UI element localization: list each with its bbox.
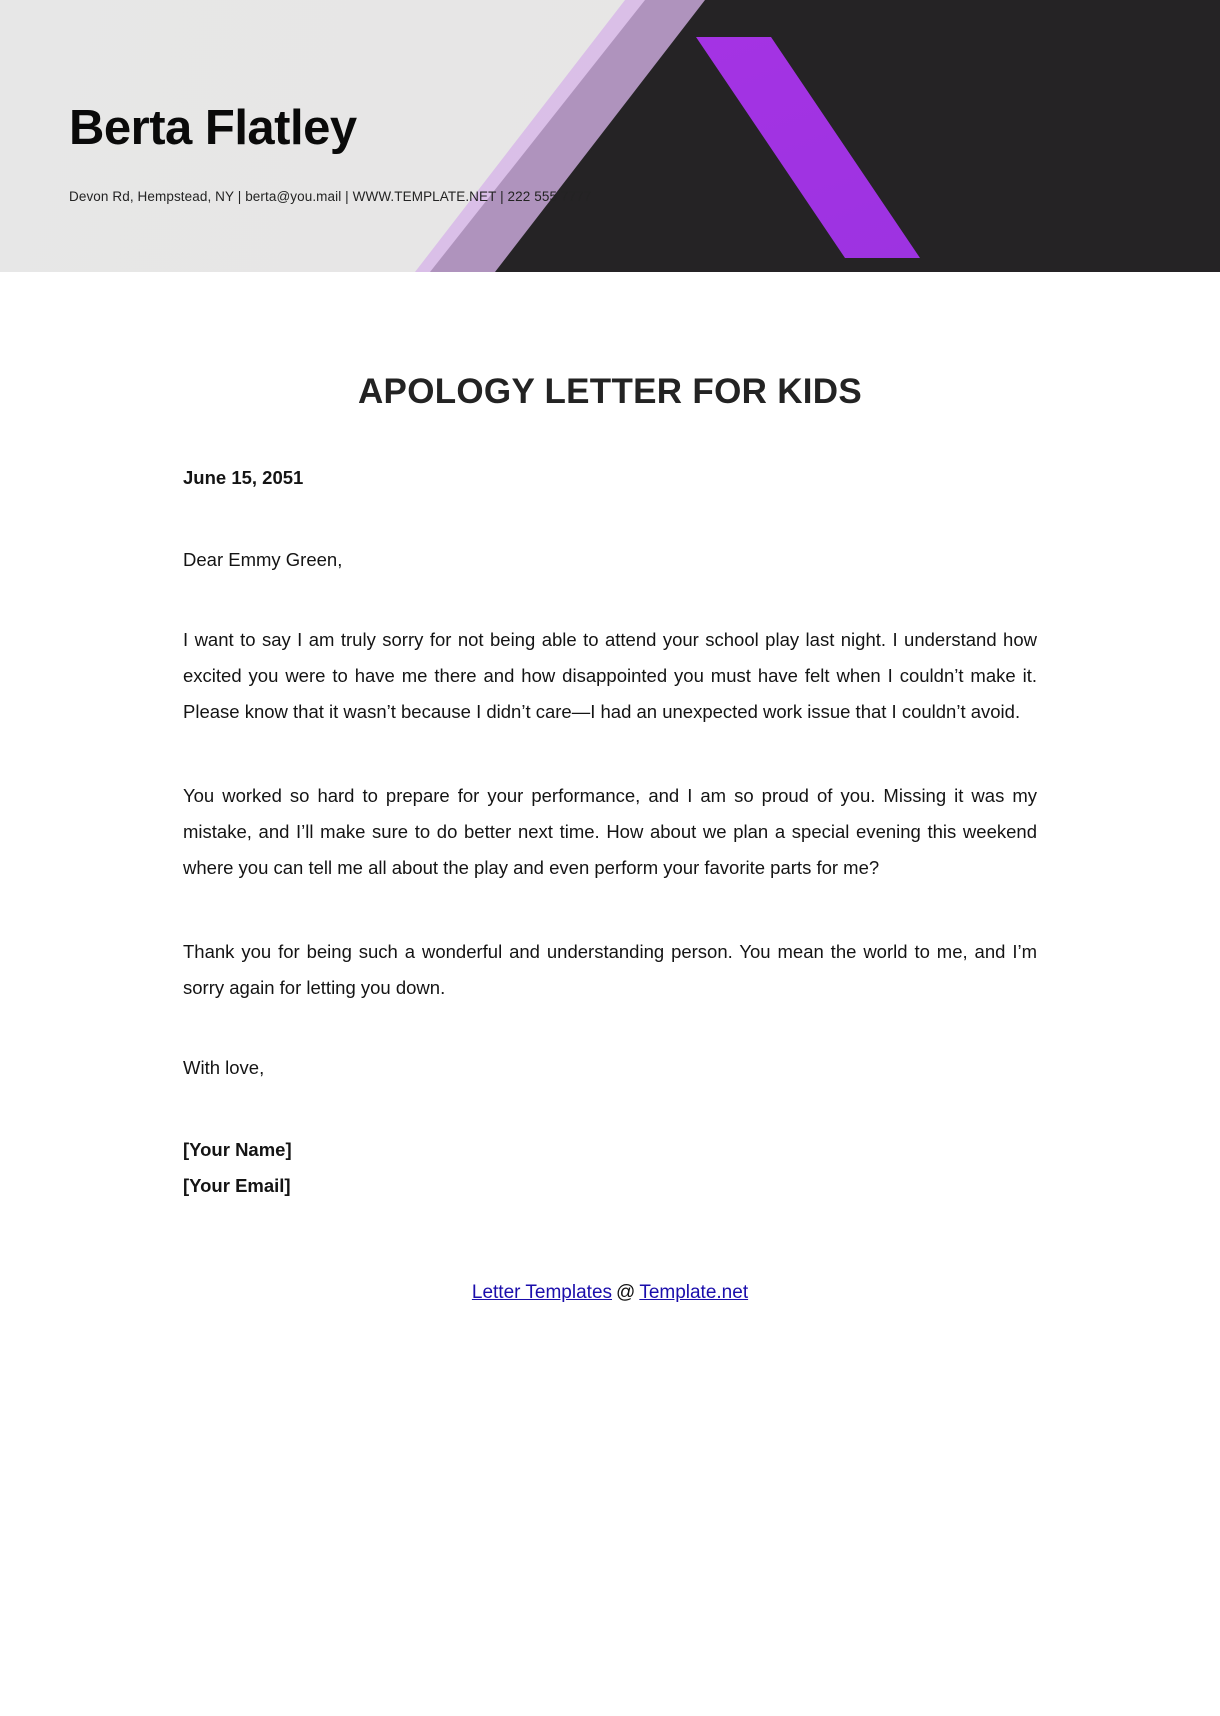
signature-name: [Your Name] bbox=[183, 1138, 292, 1160]
footer-attribution bbox=[0, 1204, 1220, 1304]
letterhead-banner bbox=[0, 0, 1220, 272]
letter-closing: With love, bbox=[183, 1057, 265, 1078]
letter-body bbox=[183, 412, 1037, 1204]
footer-link-letter-templates[interactable]: Letter Templates bbox=[471, 1281, 613, 1303]
footer-separator: @ bbox=[616, 1281, 636, 1303]
letter-date: June 15, 2051 bbox=[183, 467, 304, 488]
letter-paragraph-3: Thank you for being such a wonderful and understanding person. You mean the world to me, and I’m sorry again for letting you down. bbox=[183, 940, 1037, 998]
sender-contact-line: Devon Rd, Hempstead, NY | berta@you.mail | WWW.TEMPLATE.NET | 222 555 7777 bbox=[69, 189, 592, 204]
signature-email: [Your Email] bbox=[183, 1174, 291, 1196]
footer-link-template-net[interactable]: Template.net bbox=[639, 1281, 749, 1303]
letter-paragraph-2: You worked so hard to prepare for your performance, and I am so proud of you. Missing it was my mistake, and I’ll make sure to do better next time. How about we plan a special evening this weekend where you can tell me all about the play and even perform your favorite parts for me? bbox=[183, 784, 1037, 878]
page-title: APOLOGY LETTER FOR KIDS bbox=[357, 372, 863, 411]
letter-salutation: Dear Emmy Green, bbox=[183, 548, 343, 570]
letter-paragraph-1: I want to say I am truly sorry for not being able to attend your school play last night. I understand how excited you were to have me there and how disappointed you must have felt when I couldn’t make it. Please know that it wasn’t because I didn’t care—I had an unexpected work issue that I couldn’t avoid. bbox=[183, 628, 1037, 722]
sender-name: Berta Flatley bbox=[69, 101, 357, 155]
letter-document bbox=[0, 272, 1220, 1304]
